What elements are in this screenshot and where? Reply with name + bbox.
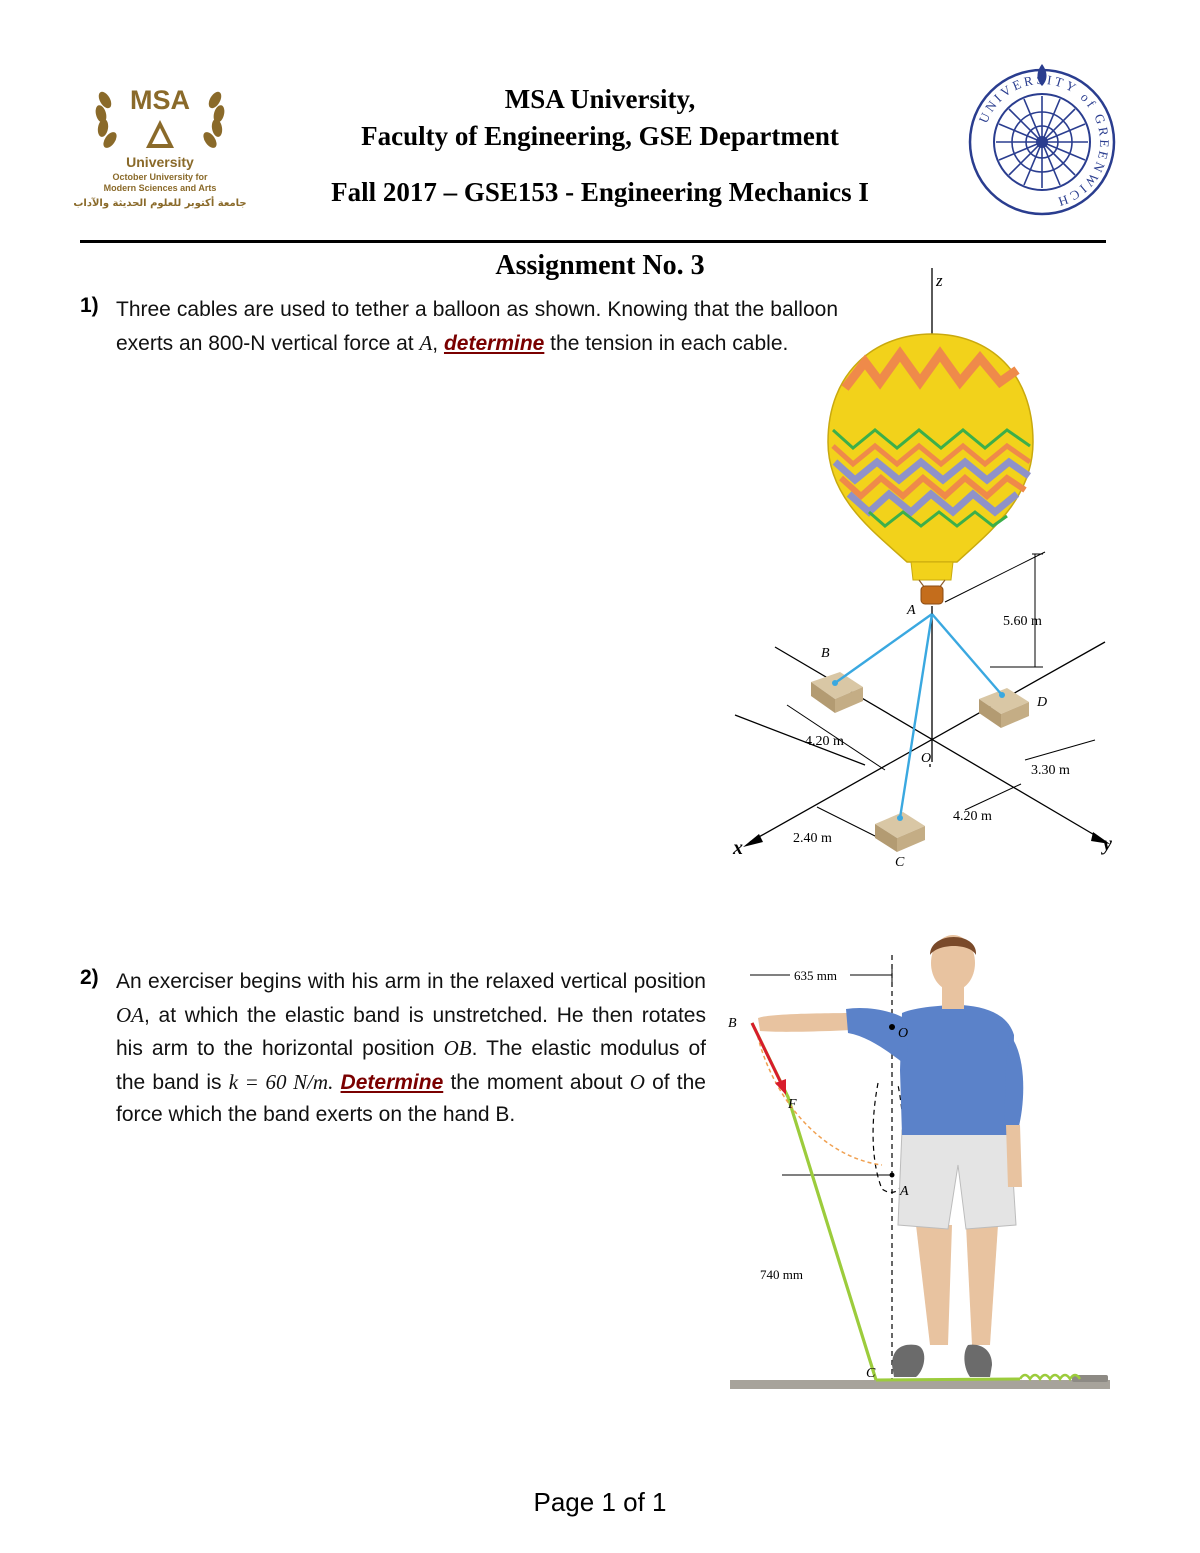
header-university: MSA University, (504, 84, 696, 114)
question-1-number: 1) (80, 294, 99, 317)
dim-4-20-b: 4.20 m (953, 809, 992, 824)
q2-formula: k = 60 N/m. (228, 1069, 334, 1094)
question-2-text (116, 966, 706, 1132)
figure-1-graphic (725, 262, 1125, 874)
seal-ring-text: UNIVERSITY of GREENWICH (975, 71, 1113, 211)
label-c: C (895, 855, 905, 870)
balloon (828, 334, 1033, 604)
q1-var-a: A (419, 330, 433, 355)
logo-line3: Modern Sciences and Arts (103, 183, 217, 193)
dim-3-30: 3.30 m (1031, 763, 1070, 778)
shorts (898, 1130, 1016, 1229)
point-a (890, 1173, 895, 1178)
swing-arc (756, 1029, 882, 1165)
force-arrow-head (775, 1079, 786, 1095)
block-b (811, 672, 863, 713)
label-c2: C (866, 1366, 876, 1381)
ground (730, 1380, 1110, 1389)
left-shoe (892, 1345, 924, 1377)
anchor-d-point (999, 692, 1005, 698)
label-b2: B (728, 1016, 737, 1031)
q1-emphasis: determine (443, 331, 545, 355)
logo-arabic: جامعة أكتوبر للعلوم الحديثة والآداب (73, 198, 247, 209)
logo-line2: October University for (112, 172, 208, 182)
force-arrow (752, 1023, 782, 1085)
q2-text-b: , at which the elastic band is unstretched. He then rotates his arm to the horizontal position (116, 1003, 706, 1060)
figure-2-exerciser (720, 925, 1120, 1395)
q1-text-c: the tension in each cable. (544, 331, 789, 355)
msa-logo (60, 78, 260, 218)
cable-ad (932, 614, 1002, 695)
header-rule (80, 240, 1106, 243)
q2-text-c: . The elastic modulus of the band is (116, 1037, 706, 1094)
point-o (889, 1024, 895, 1030)
page-number: Page 1 of 1 (533, 1487, 667, 1517)
band-coil (1020, 1375, 1080, 1379)
q2-emphasis: Determine (340, 1070, 444, 1094)
cable-ab (835, 614, 932, 683)
ground-lines (735, 642, 1105, 842)
label-o: O (921, 751, 932, 766)
assignment-title: Assignment No. 3 (495, 250, 705, 281)
right-shoe (964, 1345, 992, 1377)
elastic-band (752, 1023, 876, 1380)
header-course: Fall 2017 – GSE153 - Engineering Mechanics I (331, 177, 869, 207)
label-x: x (733, 837, 743, 859)
label-y: y (1103, 833, 1112, 855)
greenwich-seal (962, 60, 1122, 220)
left-leg (916, 1225, 952, 1345)
q2-text-d: the moment about (443, 1070, 630, 1094)
greenwich-seal-graphic (962, 60, 1122, 220)
q2-var-ob: OB (443, 1036, 472, 1060)
cables (835, 614, 1002, 818)
label-a: A (907, 603, 916, 618)
question-2-number: 2) (80, 966, 99, 989)
cable-ac (900, 614, 932, 818)
shirt (900, 1005, 1014, 1135)
label-o2: O (898, 1026, 909, 1041)
label-d: D (1037, 695, 1048, 710)
label-b: B (821, 646, 830, 661)
label-z: z (936, 271, 943, 290)
label-f: F (788, 1097, 797, 1112)
q2-var-oa: OA (116, 1002, 144, 1027)
figure-2-graphic (720, 925, 1120, 1395)
anchor-c-point (897, 815, 903, 821)
right-leg (966, 1225, 998, 1345)
dim-4-20-a: 4.20 m (805, 734, 844, 749)
q2-text-e: of the force which the band exerts on the hand B. (116, 1070, 706, 1126)
figure-1-balloon (725, 262, 1125, 874)
q2-text-a: An exerciser begins with his arm in the relaxed vertical position (116, 970, 706, 993)
right-arm (1006, 1125, 1022, 1187)
dim-635: 635 mm (794, 968, 837, 983)
dim-5-60: 5.60 m (1003, 614, 1042, 629)
q1-text-b: , (432, 331, 444, 355)
msa-logo-graphic (60, 78, 260, 218)
q1-text-a: Three cables are used to tether a balloon as shown. Knowing that the balloon exerts an 800-N vertical force at (116, 298, 838, 355)
anchor-b-point (832, 680, 838, 686)
band-floor (876, 1379, 1020, 1380)
dim-2-40: 2.40 m (793, 831, 832, 846)
q2-var-o: O (629, 1069, 645, 1094)
label-a2: A (900, 1184, 909, 1199)
header-faculty: Faculty of Engineering, GSE Department (361, 121, 839, 151)
logo-university: University (126, 154, 194, 170)
dim-740: 740 mm (760, 1267, 803, 1282)
logo-wordmark: MSA (130, 85, 190, 115)
